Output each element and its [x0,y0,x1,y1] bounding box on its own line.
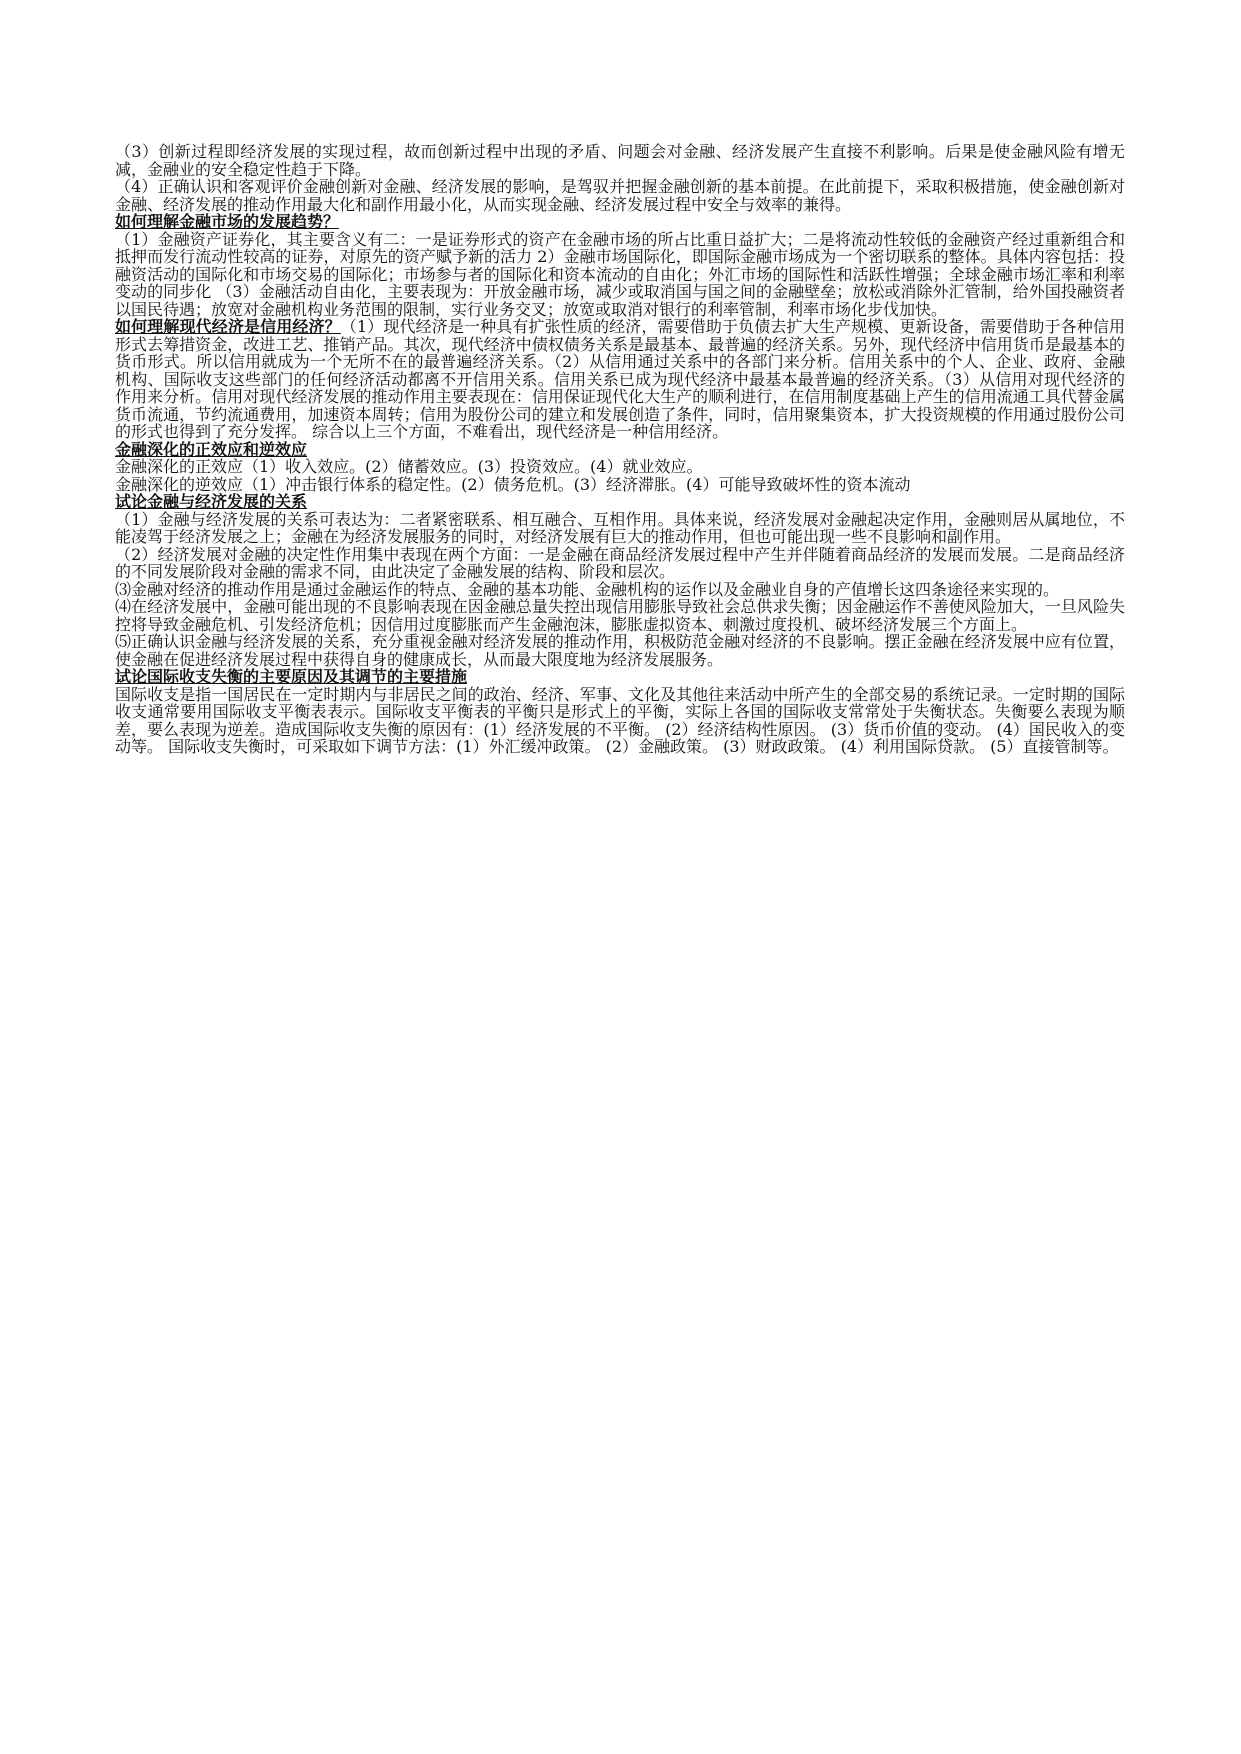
paragraph-finance-economy-5: ⑸正确认识金融与经济发展的关系，充分重视金融对经济发展的推动作用，积极防范金融对经济的不良影响。摆正金融在经济发展中应有位置，使金融在促进经济发展过程中获得自身的健康成长，从而最大限度地为经济发展服务。 [115,632,1125,669]
section-heading-balance-of-payments: 试论国际收支失衡的主要原因及其调节的主要措施 [115,667,468,686]
paragraph-innovation-4: （4）正确认识和客观评价金融创新对金融、经济发展的影响，是驾驭并把握金融创新的基本前提。在此前提下，采取积极措施，使金融创新对金融、经济发展的推动作用最大化和副作用最小化，从而实现金融、经济发展过程中安全与效率的兼得。 [115,177,1125,214]
credit-economy-text: （1）现代经济是一种具有扩张性质的经济，需要借助于负债去扩大生产规模、更新设备，需要借助于各种信用形式去筹措资金，改进工艺、推销产品。其次，现代经济中债权债务关系是最基本、最普遍的经济关系。另外，现代经济中信用货币是最基本的货币形式。所以信用就成为一个无所不在的最普遍经济关系。（2）从信用通过关系中的各部门来分析。信用关系中的个人、企业、政府、金融机构、国际收支这些部门的任何经济活动都离不开信用关系。信用关系已成为现代经济中最基本最普遍的经济关系。（3）从信用对现代经济的作用来分析。信用对现代经济发展的推动作用主要表现在：信用保证现代化大生产的顺利进行，在信用制度基础上产生的信用流通工具代替金属货币流通，节约流通费用，加速资本周转；信用为股份公司的建立和发展创造了条件，同时，信用聚集资本，扩大投资规模的作用通过股份公司的形式也得到了充分发挥。 综合以上三个方面，不难看出，现代经济是一种信用经济。 [115,317,1125,441]
document-body [115,143,1125,756]
paragraph-market-trends: （1）金融资产证券化，其主要含义有二：一是证券形式的资产在金融市场的所占比重日益扩大；二是将流动性较低的金融资产经过重新组合和抵押而发行流动性较高的证券，对原先的资产赋予新的活力 2）金融市场国际化，即国际金融市场成为一个密切联系的整体。具体内容包括：投融资活动的国际化和市场交易的国际化；市场参与者的国际化和资本流动的自由化；外汇市场的国际性和活跃性增强；全球金融市场汇率和利率变动的同步化 （3）金融活动自由化，主要表现为：开放金融市场，减少或取消国与国之间的金融壁垒；放松或消除外汇管制，给外国投融资者以国民待遇；放宽对金融机构业务范围的限制，实行业务交叉；放宽或取消对银行的利率管制，利率市场化步伐加快。 [115,229,1125,319]
paragraph-credit-economy [115,318,1125,441]
paragraph-finance-economy-1: （1）金融与经济发展的关系可表达为：二者紧密联系、相互融合、互相作用。具体来说，经济发展对金融起决定作用，金融则居从属地位，不能凌驾于经济发展之上；金融在为经济发展服务的同时，对经济发展有巨大的推动作用，但也可能出现一些不良影响和副作用。 [115,509,1125,546]
section-heading-credit-economy: 如何理解现代经济是信用经济？ [115,317,341,336]
paragraph-balance-of-payments: 国际收支是指一国居民在一定时期内与非居民之间的政治、经济、军事、文化及其他往来活动中所产生的全部交易的系统记录。一定时期的国际收支通常要用国际收支平衡表表示。国际收支平衡表的平衡只是形式上的平衡，实际上各国的国际收支常常处于失衡状态。失衡要么表现为顺差，要么表现为逆差。造成国际收支失衡的原因有：(1）经济发展的不平衡。 (2）经济结构性原因。 (3）货币价值的变动。 (4）国民收入的变动等。 国际收支失衡时，可采取如下调节方法：(1）外汇缓冲政策。 (2）金融政策。 (3）财政政策。 (4）利用国际贷款。 (5）直接管制等。 [115,684,1125,756]
section-heading-market-trends: 如何理解金融市场的发展趋势？ [115,212,340,231]
paragraph-deepening-positive: 金融深化的正效应（1）收入效应。(2）储蓄效应。(3）投资效应。(4）就业效应。 [115,457,703,476]
section-heading-finance-economy: 试论金融与经济发展的关系 [115,492,308,511]
paragraph-finance-economy-2: （2）经济发展对金融的决定性作用集中表现在两个方面：一是金融在商品经济发展过程中产生并伴随着商品经济的发展而发展。二是商品经济的不同发展阶段对金融的需求不同，由此决定了金融发展的结构、阶段和层次。 [115,544,1125,581]
paragraph-deepening-negative: 金融深化的逆效应（1）冲击银行体系的稳定性。(2）债务危机。(3）经济滞胀。(4）可能导致破坏性的资本流动 [115,474,911,494]
section-heading-financial-deepening: 金融深化的正效应和逆效应 [115,439,308,459]
paragraph-finance-economy-4: ⑷在经济发展中，金融可能出现的不良影响表现在因金融总量失控出现信用膨胀导致社会总供求失衡；因金融运作不善使风险加大，一旦风险失控将导致金融危机、引发经济危机；因信用过度膨胀而产生金融泡沫，膨胀虚拟资本、刺激过度投机、破坏经济发展三个方面上。 [115,597,1125,634]
paragraph-finance-economy-3: ⑶金融对经济的推动作用是通过金融运作的特点、金融的基本功能、金融机构的运作以及金融业自身的产值增长这四条途径来实现的。 [115,579,1060,599]
paragraph-innovation-3: （3）创新过程即经济发展的实现过程，故而创新过程中出现的矛盾、问题会对金融、经济发展产生直接不利影响。后果是使金融风险有增无减，金融业的安全稳定性趋于下降。 [115,142,1125,179]
